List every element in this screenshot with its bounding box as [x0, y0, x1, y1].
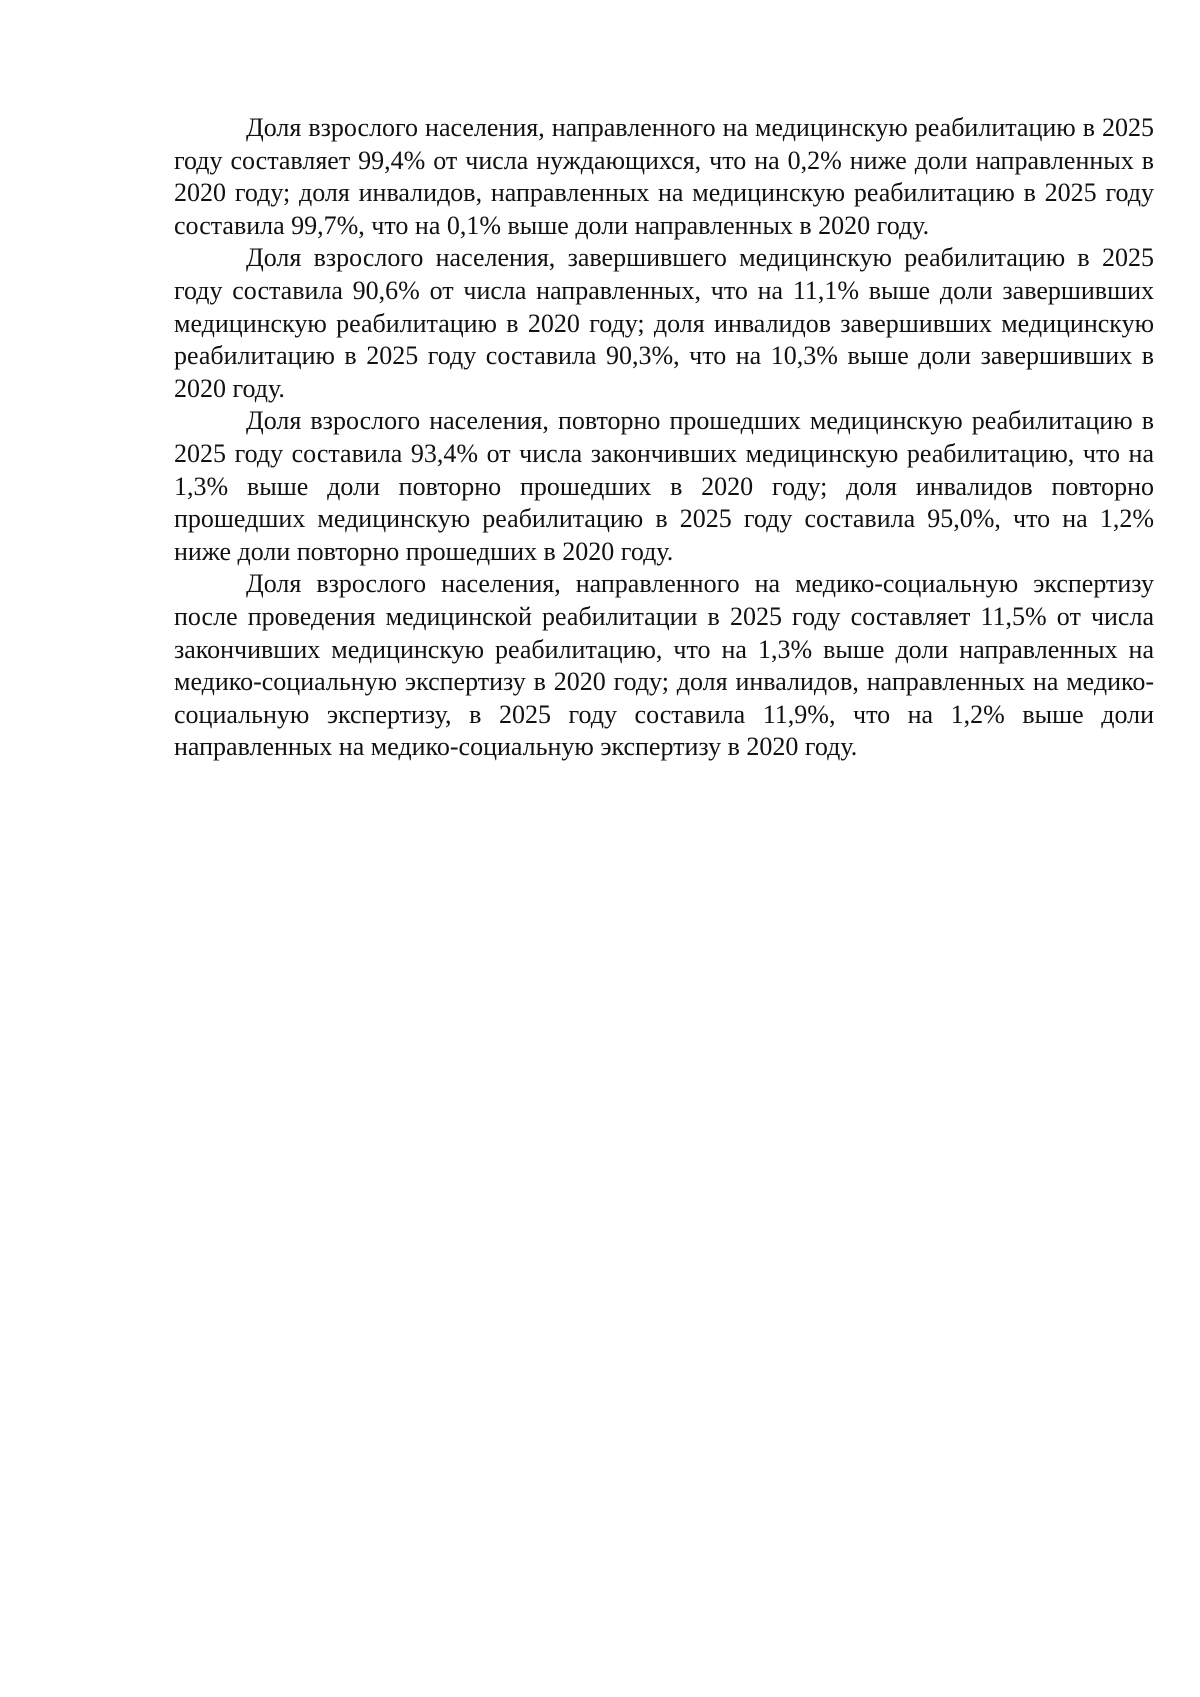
paragraph-3: Доля взрослого населения, повторно прошедших медицинскую реабилитацию в 2025 году составила 93,4% от числа закончивших медицинскую реабилитацию, что на 1,3% выше доли повторно прошедших в 2020 году; доля инвалидов повторно прошедших медицинскую реабилитацию в 2025 году составила 95,0%, что на 1,2% ниже доли повторно прошедших в 2020 году. [174, 406, 1154, 566]
paragraph-2: Доля взрослого населения, завершившего медицинскую реабилитацию в 2025 году составила 90,6% от числа направленных, что на 11,1% выше доли завершивших медицинскую реабилитацию в 2020 году; доля инвалидов завершивших медицинскую реабилитацию в 2025 году составила 90,3%, что на 10,3% выше доли завершивших в 2020 году. [174, 243, 1154, 403]
paragraph-1: Доля взрослого населения, направленного на медицинскую реабилитацию в 2025 году составляет 99,4% от числа нуждающихся, что на 0,2% ниже доли направленных в 2020 году; доля инвалидов, направленных на медицинскую реабилитацию в 2025 году составила 99,7%, что на 0,1% выше доли направленных в 2020 году. [174, 113, 1154, 240]
paragraph-4: Доля взрослого населения, направленного на медико-социальную экспертизу после проведения медицинской реабилитации в 2025 году составляет 11,5% от числа закончивших медицинскую реабилитацию, что на 1,3% выше доли направленных на медико-социальную экспертизу в 2020 году; доля инвалидов, направленных на медико-социальную экспертизу, в 2025 году составила 11,9%, что на 1,2% выше доли направленных на медико-социальную экспертизу в 2020 году. [174, 569, 1154, 762]
document-body [174, 112, 1154, 764]
